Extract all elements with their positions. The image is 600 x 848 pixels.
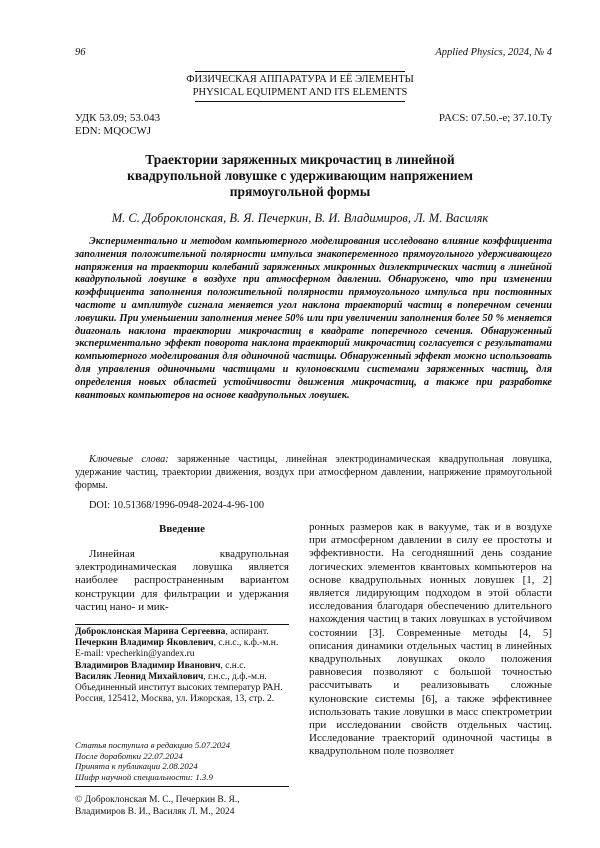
article-dates xyxy=(75,740,289,782)
section-heading-ru: ФИЗИЧЕСКАЯ АППАРАТУРА И ЕЁ ЭЛЕМЕНТЫ xyxy=(186,74,414,85)
date-received: Статья поступила в редакцию 5.07.2024 xyxy=(75,740,231,750)
author-2: Печеркин Владимир Яковлевич, с.н.с., к.ф.-м.н. xyxy=(75,638,279,649)
author-3: Владимиров Владимир Иванович, с.н.с. xyxy=(75,660,246,671)
section-rule-top xyxy=(195,71,405,72)
doi[interactable]: DOI: 10.51368/1996-0948-2024-4-96-100 xyxy=(89,500,265,511)
copyright: © Доброклонская М. С., Печеркин В. Я., Владимиров В. И., Василяк Л. М., 2024 xyxy=(75,795,240,817)
author-email[interactable]: E-mail: vpecherkin@yandex.ru xyxy=(75,649,195,660)
abstract: Экспериментально и методом компьютерного моделирования исследовано влияние коэффициента заполнения положительной полярности импульса знакопеременного прямоугольного удерживающего напряжения на траектории колебаний заряженных микронных диэлектрических частиц в линейной квадрупольной ловушке в воздухе при атмосферном давлении. Обнаружено, что при изменении коэффициента заполнения положительной полярности прямоугольного импульса при постоянных частоте и амплитуде сигнала меняется угол наклона траекторий частиц в поперечном сечении ловушки. При уменьшении заполнения менее 50% или при увеличении заполнения более 50 % меняется диагональ наклона траектории микрочастиц в квадрате поперечного сечения. Обнаруженный экспериментально эффект поворота наклона траекторий микрочастиц согласуется с результатами компьютерного моделирования для одиночной частицы. Обнаруженный эффект можно использовать для управления одиночными частицами и кулоновскими системами заряженных частиц, для определения новых областей устойчивости движения микрочастиц, а также при разработке квантовых компьютеров на основе квадрупольных ловушек. xyxy=(75,236,552,401)
footnote-separator xyxy=(75,624,289,625)
date-revised: После доработки 22.07.2024 xyxy=(75,750,183,761)
intro-heading: Введение xyxy=(158,523,206,535)
section-rule-bottom xyxy=(195,101,405,102)
author-info xyxy=(75,627,289,705)
address: Россия, 125412, Москва, ул. Ижорская, 13, стр. 2. xyxy=(75,694,275,705)
pacs-code: PACS: 07.50.-e; 37.10.Ty xyxy=(438,112,552,124)
affiliation: Объединенный институт высоких температур РАН. xyxy=(75,683,283,694)
keywords xyxy=(75,454,552,492)
journal-name: Applied Physics, 2024, № 4 xyxy=(435,47,552,58)
article-authors: М. С. Доброклонская, В. Я. Печеркин, В. И. Владимиров, Л. М. Василяк xyxy=(111,211,489,225)
intro-paragraph-right: ронных размеров как в вакууме, так и в воздухе при атмосферном давлении в силу ее простоты и эффективности. На сегодняшний день создание логических элементов квантовых компьютеров на основе квадрупольных ионных ловушек [1, 2] является лидирующим подходом в этой области исследования благодаря обеспечению длительного нахождения частиц в таких ловушках в устойчивом состоянии [3]. Современные методы [4, 5] описания динамики отдельных частиц в линейных квадрупольных ловушках около положения равновесия позволяют с большой точностью рассчитывать и реализовывать сложные кулоновские системы [6], а также эффективнее использовать такие ловушки в масс спектрометрии при исследовании свойств отдельных частиц. Исследование траекторий одиночной частицы в квадрупольном поле позволяет xyxy=(309,521,552,758)
date-accepted: Принята к публикации 2.08.2024 xyxy=(75,761,198,771)
intro-paragraph-left: Линейная квадрупольная электродинамическая ловушка является наиболее распространенным вариантом конструкции для фильтрации и удержания частиц нано- и мик- xyxy=(75,548,289,613)
udk-code: УДК 53.09; 53.043 xyxy=(75,112,161,124)
keywords-text: заряженные частицы, линейная электродинамическая квадрупольная ловушка, удержание частиц, траектории движения, воздух при атмосферном давлении, напряжение прямоугольной формы. xyxy=(75,454,552,491)
section-heading xyxy=(0,73,600,99)
edn-code: EDN: MQOCWJ xyxy=(75,125,152,137)
classification-codes xyxy=(75,112,160,138)
copyright-separator xyxy=(75,786,289,787)
article-title: Траектории заряженных микрочастиц в линейной квадрупольной ловушке с удерживающим напряжением прямоугольной формы xyxy=(127,152,473,199)
author-1: Доброклонская Марина Сергеевна, аспирант. xyxy=(75,627,269,637)
specialty-code: Шифр научной специальности: 1.3.9 xyxy=(75,771,213,782)
author-4: Василяк Леонид Михайлович, г.н.с., д.ф.-м.н. xyxy=(75,671,267,682)
page-number: 96 xyxy=(75,47,86,58)
section-heading-en: PHYSICAL EQUIPMENT AND ITS ELEMENTS xyxy=(192,87,408,98)
keywords-label: Ключевые слова: xyxy=(89,454,169,465)
